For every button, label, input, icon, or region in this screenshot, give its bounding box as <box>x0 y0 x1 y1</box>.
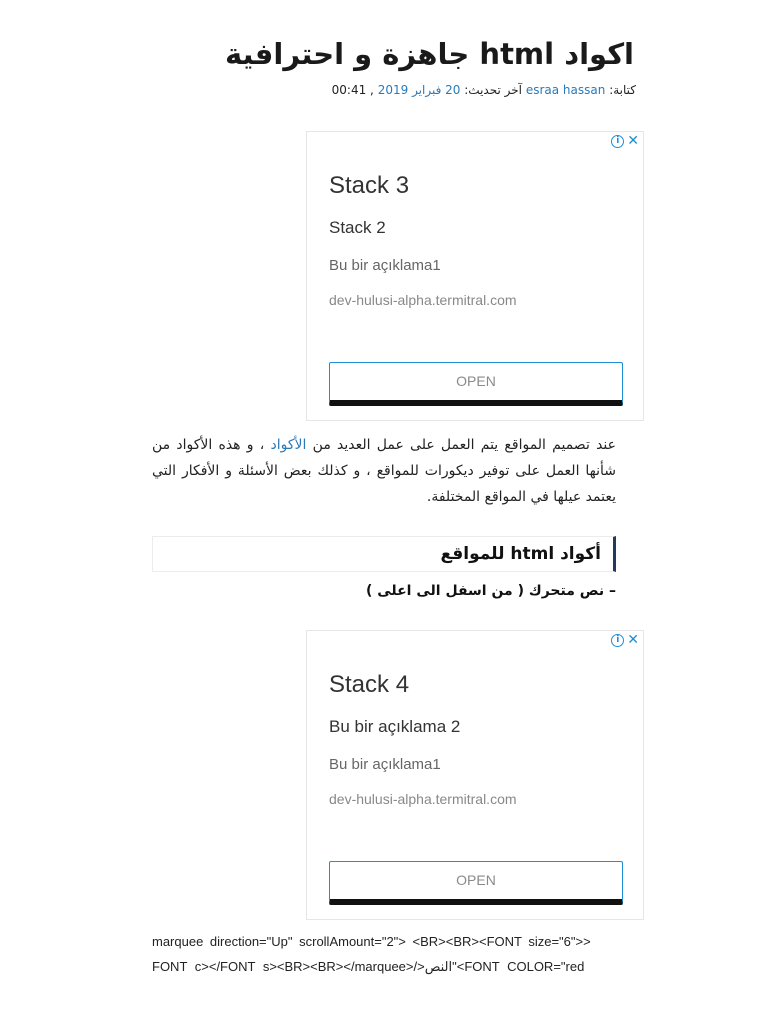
ad-unit-1[interactable] <box>306 131 644 421</box>
ad-subheadline: Bu bir açıklama 2 <box>329 717 461 736</box>
ad-open-button[interactable]: OPEN <box>329 362 623 406</box>
code-line: FONT c></FONT s><BR><BR></marquee>/>النص"<FONT COLOR="red <box>152 959 585 974</box>
ad-badges <box>611 633 639 647</box>
paragraph-text-2: ، و هذه الأكواد من شأنها العمل على توفير ديكورات للمواقع ، و كذلك بعض الأسئلة و الأفكار التي يعتمد عيلها في المواقع المختلفة. <box>152 437 616 505</box>
time-text: , 00:41 <box>331 83 374 97</box>
ad-headline[interactable]: Stack 3 <box>329 172 410 199</box>
ad-unit-2[interactable] <box>306 630 644 920</box>
info-icon[interactable]: i <box>611 135 624 148</box>
close-icon[interactable]: ✕ <box>627 133 639 149</box>
subheading: – نص متحرك ( من اسفل الى اعلى ) <box>365 583 616 599</box>
ad-headline[interactable]: Stack 4 <box>329 671 410 698</box>
ad-open-button[interactable]: OPEN <box>329 861 623 905</box>
code-line: marquee direction="Up" scrollAmount="2"> <BR><BR><FONT size="6">> <box>152 934 591 949</box>
author-link[interactable]: esraa hassan <box>525 83 606 97</box>
codes-link[interactable]: الأكواد <box>270 437 307 453</box>
updated-label: آخر تحديث: <box>464 83 523 97</box>
article-meta <box>156 80 636 100</box>
ad-badges <box>611 134 639 148</box>
info-icon[interactable]: i <box>611 634 624 647</box>
ad-url[interactable]: dev-hulusi-alpha.termitral.com <box>329 791 517 807</box>
date-link[interactable]: 20 فبراير 2019 <box>377 83 461 97</box>
intro-paragraph <box>152 432 616 510</box>
ad-subheadline: Stack 2 <box>329 218 386 237</box>
section-heading: أكواد html للمواقع <box>152 536 616 572</box>
ad-url[interactable]: dev-hulusi-alpha.termitral.com <box>329 292 517 308</box>
close-icon[interactable]: ✕ <box>627 632 639 648</box>
article-title: اكواد html جاهزة و احترافية <box>224 37 634 71</box>
author-label: كتابة: <box>609 83 636 97</box>
ad-description: Bu bir açıklama1 <box>329 756 441 773</box>
paragraph-text-1: عند تصميم المواقع يتم العمل على عمل العديد من <box>306 437 616 453</box>
ad-description: Bu bir açıklama1 <box>329 257 441 274</box>
